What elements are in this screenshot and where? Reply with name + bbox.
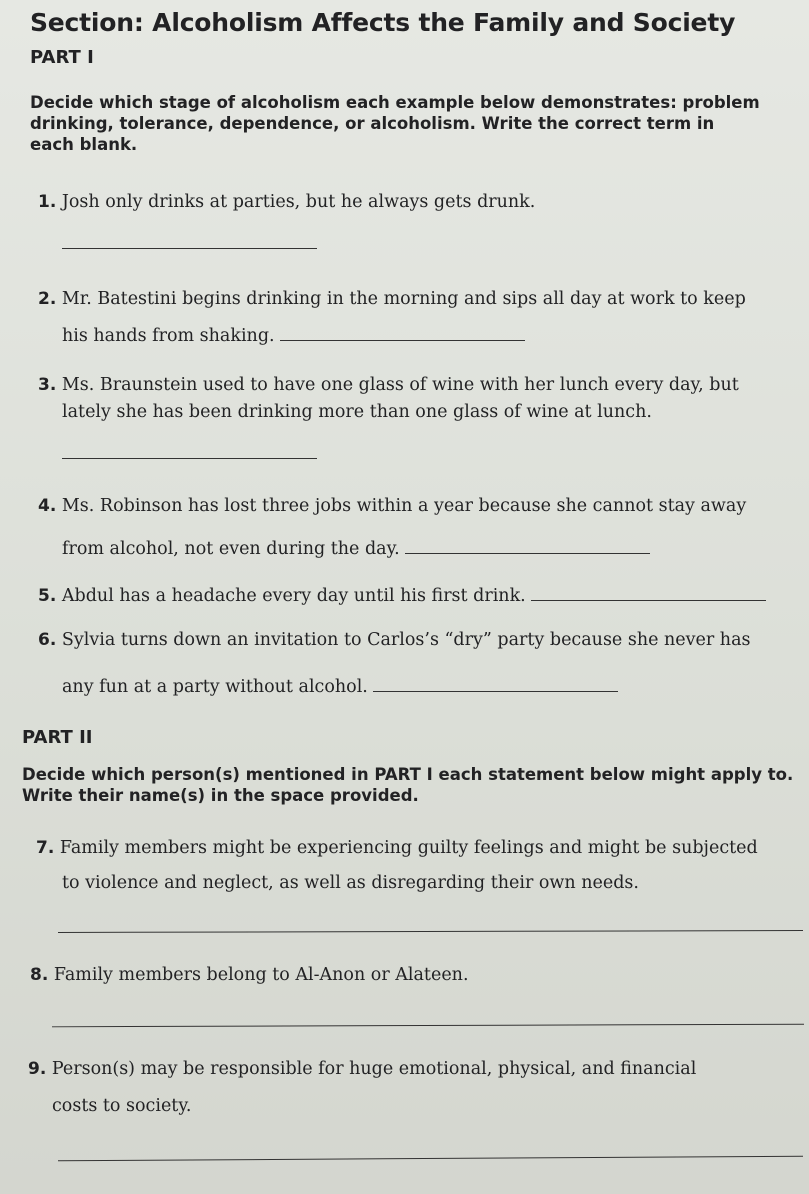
question-6-text-line-2: any fun at a party without alcohol.	[62, 677, 368, 697]
question-6	[38, 628, 751, 652]
question-4-text-line-1: Ms. Robinson has lost three jobs within a year because she cannot stay away	[61, 496, 747, 516]
question-3-number: 3.	[38, 375, 57, 395]
question-5	[38, 582, 766, 608]
part-1-instructions-line-2: drinking, tolerance, dependence, or alcoholism. Write the correct term in	[30, 114, 715, 133]
question-4-text-line-2: from alcohol, not even during the day.	[62, 539, 400, 559]
question-1-text: Josh only drinks at parties, but he always gets drunk.	[61, 192, 536, 212]
question-7-continued	[62, 871, 639, 895]
question-4-continued	[62, 535, 650, 561]
question-1-number: 1.	[38, 192, 57, 212]
question-2-answer-blank[interactable]	[280, 322, 525, 341]
question-5-number: 5.	[38, 586, 57, 606]
question-8	[30, 963, 469, 987]
part-2-instructions-line-2: Write their name(s) in the space provided.	[22, 786, 419, 805]
question-9-text-line-2: costs to society.	[52, 1096, 192, 1116]
question-7	[36, 836, 758, 860]
question-2-text-line-2: his hands from shaking.	[62, 326, 275, 346]
question-4-answer-blank[interactable]	[405, 535, 650, 554]
part-1-instructions-line-3: each blank.	[30, 135, 138, 154]
question-6-answer-blank[interactable]	[373, 673, 618, 692]
question-2-number: 2.	[38, 289, 57, 309]
part-1-label: PART I	[30, 47, 94, 68]
section-title: Section: Alcoholism Affects the Family and Society	[30, 8, 736, 37]
question-7-text-line-2: to violence and neglect, as well as disregarding their own needs.	[62, 873, 639, 893]
question-9-number: 9.	[28, 1059, 47, 1079]
question-1-answer-line[interactable]	[62, 248, 317, 249]
question-2-text-line-1: Mr. Batestini begins drinking in the morning and sips all day at work to keep	[61, 289, 746, 309]
question-1	[38, 190, 535, 214]
question-9-text-line-1: Person(s) may be responsible for huge emotional, physical, and financial	[51, 1059, 697, 1079]
question-9-answer-line[interactable]	[58, 1156, 803, 1162]
question-6-continued	[62, 673, 618, 699]
question-5-text: Abdul has a headache every day until his first drink.	[61, 586, 526, 606]
question-7-answer-line[interactable]	[58, 930, 803, 933]
question-3-continued	[62, 400, 652, 424]
part-1-instructions	[30, 92, 760, 155]
part-2-instructions-line-1: Decide which person(s) mentioned in PART I each statement below might apply to.	[22, 765, 794, 784]
question-3-text-line-2: lately she has been drinking more than one glass of wine at lunch.	[62, 402, 652, 422]
question-4	[38, 494, 746, 518]
part-2-instructions	[22, 764, 793, 806]
part-1-instructions-line-1: Decide which stage of alcoholism each example below demonstrates: problem	[30, 93, 760, 112]
question-2	[38, 287, 746, 311]
question-8-answer-line[interactable]	[52, 1024, 804, 1028]
question-8-text: Family members belong to Al-Anon or Alateen.	[53, 965, 469, 985]
question-6-number: 6.	[38, 630, 57, 650]
question-9	[28, 1057, 696, 1081]
question-2-continued	[62, 322, 525, 348]
question-3-text-line-1: Ms. Braunstein used to have one glass of wine with her lunch every day, but	[61, 375, 739, 395]
question-8-number: 8.	[30, 965, 49, 985]
question-9-continued	[52, 1094, 191, 1118]
question-7-number: 7.	[36, 838, 55, 858]
part-2-label: PART II	[22, 727, 93, 748]
question-4-number: 4.	[38, 496, 57, 516]
question-6-text-line-1: Sylvia turns down an invitation to Carlos’s “dry” party because she never has	[61, 630, 751, 650]
question-3	[38, 373, 739, 397]
question-3-answer-line[interactable]	[62, 458, 317, 459]
question-7-text-line-1: Family members might be experiencing guilty feelings and might be subjected	[59, 838, 758, 858]
question-5-answer-blank[interactable]	[531, 582, 766, 601]
